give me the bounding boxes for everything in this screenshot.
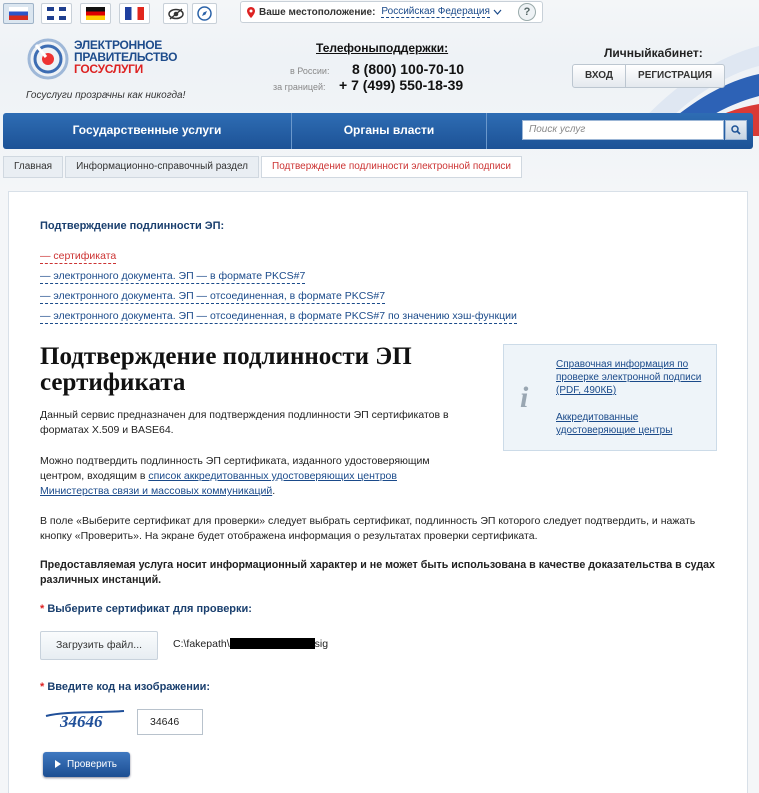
nav-authorities[interactable]: Органы власти — [343, 123, 435, 137]
submit-label: Проверить — [67, 759, 118, 770]
top-bar — [0, 0, 759, 26]
captcha-label-text: Введите код на изображении: — [47, 681, 211, 693]
low-vision-icon[interactable] — [163, 3, 188, 24]
description-paragraph-3: В поле «Выберите сертификат для проверки» следует выбрать сертификат, подлинность ЭП которого следует подтвердить, и нажать кнопку «Проверить». На экране будет отображена информация о результатах проверки сертификата. — [40, 515, 696, 542]
russian-flag-icon[interactable] — [3, 3, 34, 24]
info-link-guide[interactable]: Справочная информация по проверке электронной подписи (PDF, 490КБ) — [556, 359, 702, 396]
description-paragraph-2 — [40, 454, 460, 499]
logo-line2: ПРАВИТЕЛЬСТВО — [74, 50, 178, 64]
page-title: Подтверждение подлинности ЭП сертификата — [40, 343, 412, 396]
search-icon — [726, 121, 746, 139]
upload-file-button[interactable]: Загрузить файл... — [40, 631, 158, 660]
phone2-label: за границей: — [273, 82, 326, 92]
logo-line3: ГОСУСЛУГИ — [74, 62, 143, 76]
map-pin-icon — [247, 7, 255, 18]
certificate-label-text: Выберите сертификат для проверки: — [47, 603, 252, 615]
french-flag-icon[interactable] — [119, 3, 150, 24]
gosuslugi-logo-icon[interactable] — [26, 37, 70, 81]
help-button[interactable]: ? — [518, 3, 536, 21]
para2-end: . — [272, 485, 276, 497]
compass-icon[interactable] — [192, 3, 217, 24]
phone1-label: в России: — [290, 66, 330, 76]
link-doc-detached-hash[interactable]: — электронного документа. ЭП — отсоединенная, в формате PKCS#7 по значению хэш-функции — [40, 310, 517, 322]
file-path-prefix: C:\fakepath\ — [173, 638, 230, 650]
play-arrow-icon — [55, 760, 61, 768]
link-certificate[interactable]: — сертификата — [40, 250, 117, 262]
info-link-accredited[interactable]: Аккредитованные удостоверяющие центры — [556, 412, 673, 436]
accredited-centers-link[interactable]: список аккредитованных удостоверяющих центров Министерства связи и массовых коммуникаций — [40, 470, 397, 497]
breadcrumb-home[interactable]: Главная — [3, 156, 63, 178]
file-path-suffix: sig — [314, 638, 329, 650]
section-title: Подтверждение подлинности ЭП: — [40, 220, 225, 232]
login-button[interactable]: ВХОД — [585, 70, 614, 81]
submit-button[interactable] — [43, 752, 130, 777]
chevron-down-icon[interactable] — [493, 9, 502, 15]
cabinet-title: Личныйкабинет: — [604, 46, 703, 60]
description-paragraph-1: Данный сервис предназначен для подтверждения подлинности ЭП сертификатов в форматах X.509 и BASE64. — [40, 409, 449, 436]
slogan: Госуслуги прозрачны как никогда! — [26, 90, 186, 101]
phone2: + 7 (499) 550-18-39 — [339, 77, 464, 93]
site-header — [0, 26, 759, 112]
logo-line1: ЭЛЕКТРОННОЕ — [74, 38, 163, 52]
german-flag-icon[interactable] — [80, 3, 111, 24]
required-marker: * — [40, 681, 48, 693]
location-label: Ваше местоположение: — [259, 6, 376, 18]
nav-separator — [486, 113, 487, 149]
link-doc-pkcs7[interactable]: — электронного документа. ЭП — в формате PKCS#7 — [40, 270, 306, 282]
certificate-field-label — [40, 603, 252, 615]
search-button[interactable] — [725, 120, 747, 140]
info-icon: i — [520, 381, 529, 414]
captcha-field-label — [40, 681, 210, 693]
register-button[interactable]: РЕГИСТРАЦИЯ — [625, 65, 724, 87]
captcha-input[interactable]: 34646 — [137, 709, 203, 735]
phone1: 8 (800) 100-70-10 — [352, 61, 465, 77]
captcha-image-text: 34646 — [60, 712, 103, 731]
breadcrumb-info-section[interactable]: Информационно-справочный раздел — [65, 156, 259, 178]
link-doc-detached[interactable]: — электронного документа. ЭП — отсоединенная, в формате PKCS#7 — [40, 290, 386, 302]
para2-text: Можно подтвердить подлинность ЭП сертификата, изданного удостоверяющим центром, входящим в — [40, 455, 430, 482]
main-nav — [3, 113, 753, 149]
english-flag-icon[interactable] — [41, 3, 72, 24]
info-box — [503, 344, 717, 451]
content-panel — [8, 191, 748, 793]
breadcrumb — [3, 156, 524, 178]
logo-text[interactable] — [74, 39, 177, 75]
breadcrumb-current: Подтверждение подлинности электронной подписи — [261, 156, 522, 178]
disclaimer-paragraph: Предоставляемая услуга носит информационный характер и не может быть использована в качестве доказательства в судах различных инстанций. — [40, 559, 715, 586]
search-input[interactable]: Поиск услуг — [522, 120, 724, 140]
required-marker: * — [40, 603, 48, 615]
captcha-image — [40, 708, 126, 732]
nav-gov-services[interactable]: Государственные услуги — [72, 123, 222, 137]
auth-buttons — [572, 64, 725, 88]
phones-title: Телефоныподдержки: — [316, 41, 449, 55]
selected-file-path — [173, 638, 328, 650]
location-value-link[interactable]: Российская Федерация — [381, 6, 490, 17]
location-selector — [240, 1, 543, 23]
redacted-filename — [230, 638, 315, 649]
